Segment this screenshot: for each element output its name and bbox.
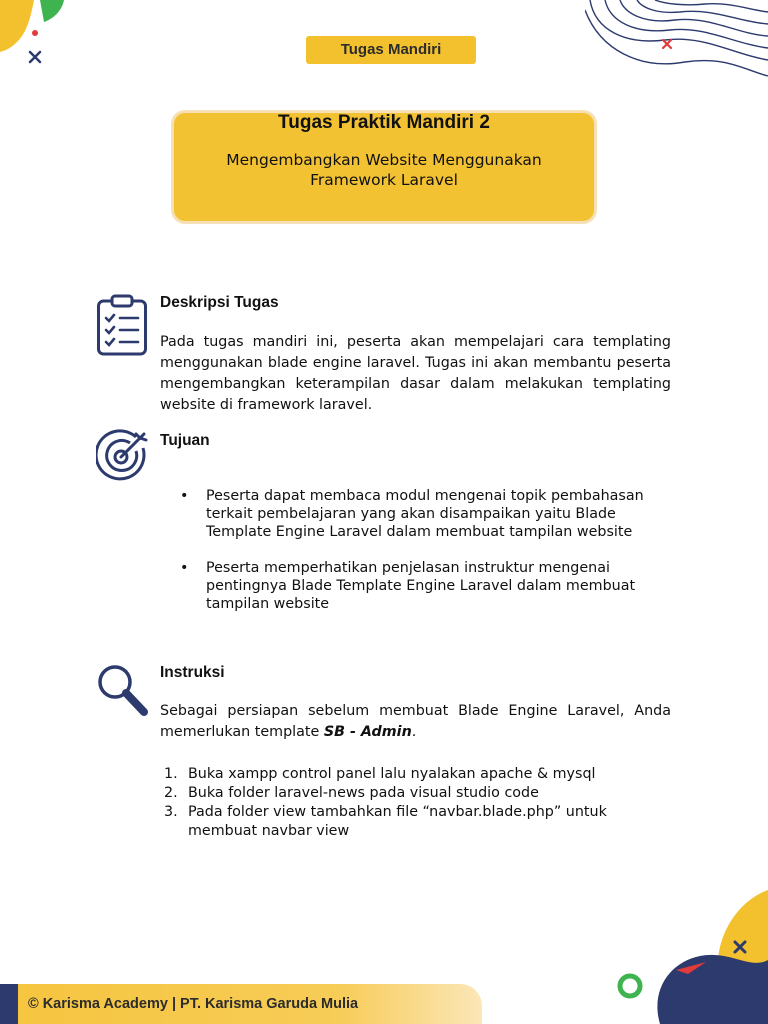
instruksi-text-before: Sebagai persiapan sebelum membuat Blade Engine Laravel, Anda memerlukan template bbox=[160, 703, 671, 740]
instruksi-text bbox=[160, 701, 671, 743]
instruksi-steps bbox=[164, 765, 674, 841]
magnifier-icon bbox=[96, 663, 148, 717]
list-item bbox=[164, 765, 674, 784]
footer-copyright: © Karisma Academy | PT. Karisma Garuda Mulia bbox=[28, 996, 359, 1012]
list-item bbox=[164, 803, 674, 841]
list-item bbox=[164, 784, 674, 803]
footer-strip bbox=[0, 984, 18, 1024]
task-subtitle-line1: Mengembangkan Website Menggunakan bbox=[226, 151, 542, 169]
list-item bbox=[180, 487, 680, 541]
template-name: SB - Admin bbox=[323, 724, 412, 740]
step-number: 3. bbox=[164, 804, 178, 820]
instruksi-text-after: . bbox=[411, 724, 417, 740]
tujuan-list bbox=[180, 487, 680, 631]
top-left-decoration bbox=[0, 0, 80, 80]
task-subtitle-line2: Framework Laravel bbox=[310, 171, 458, 189]
target-icon bbox=[96, 428, 150, 482]
tujuan-item-text: Peserta memperhatikan penjelasan instruktur mengenai pentingnya Blade Template Engine Laravel dalam membuat tampilan website bbox=[206, 560, 636, 612]
step-text: Buka xampp control panel lalu nyalakan apache & mysql bbox=[188, 766, 596, 782]
step-number: 2. bbox=[164, 785, 178, 801]
title-box bbox=[171, 110, 597, 224]
deskripsi-heading: Deskripsi Tugas bbox=[160, 294, 279, 311]
header-tag: Tugas Mandiri bbox=[306, 36, 476, 64]
list-item bbox=[180, 559, 680, 613]
step-text: Buka folder laravel-news pada visual studio code bbox=[188, 785, 539, 801]
bullet-marker: • bbox=[180, 488, 189, 504]
bullet-marker: • bbox=[180, 560, 189, 576]
step-text: Pada folder view tambahkan file “navbar.blade.php” untuk membuat navbar view bbox=[188, 804, 607, 839]
tujuan-heading: Tujuan bbox=[160, 432, 210, 449]
task-subtitle bbox=[174, 150, 594, 190]
deskripsi-text: Pada tugas mandiri ini, peserta akan mempelajari cara templating menggunakan blade engine laravel. Tugas ini akan membantu peserta mengembangkan keterampilan dasar dalam melakukan templating website di framework laravel. bbox=[160, 334, 671, 413]
tujuan-item-text: Peserta dapat membaca modul mengenai topik pembahasan terkait pembelajaran yang akan disampaikan yaitu Blade Template Engine Laravel dalam membuat tampilan website bbox=[206, 488, 644, 540]
bottom-right-decoration bbox=[590, 890, 768, 1024]
instruksi-heading: Instruksi bbox=[160, 664, 225, 681]
step-number: 1. bbox=[164, 766, 178, 782]
clipboard-checklist-icon bbox=[96, 293, 148, 357]
top-right-wave-decoration bbox=[585, 0, 768, 80]
task-title: Tugas Praktik Mandiri 2 bbox=[278, 112, 490, 133]
